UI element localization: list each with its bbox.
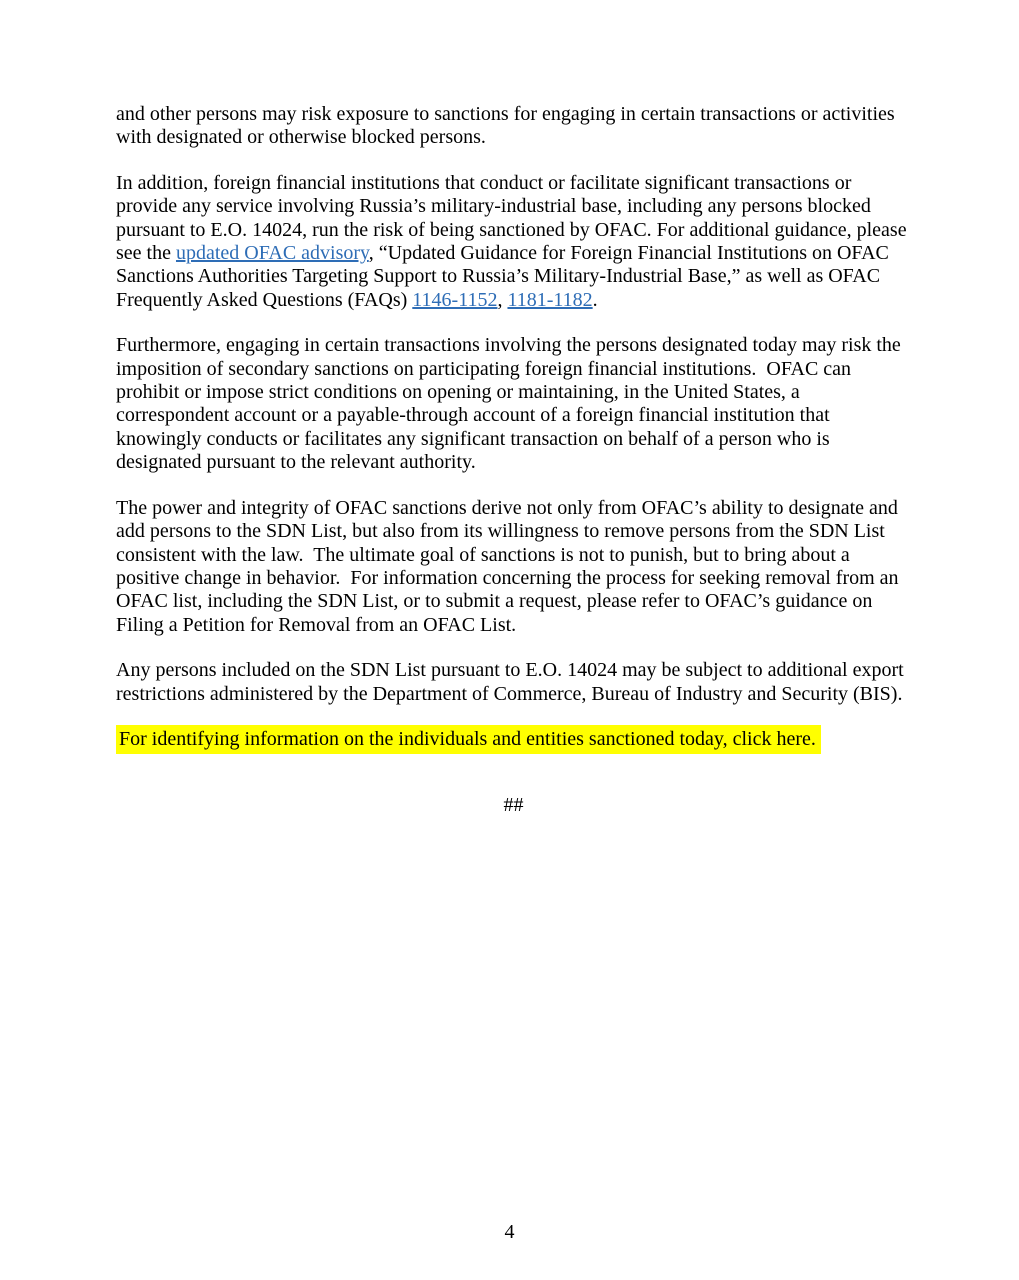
text-run: ,	[497, 288, 508, 311]
end-marker: ##	[503, 794, 524, 816]
paragraph-export-restrictions	[116, 659, 911, 706]
text-run: , “Updated Guidance for Foreign Financial Institutions on OFAC Sanctions Authorities Targeting Support to Russia’s Military-Industrial Base,” as well as OFAC Frequently Asked Questions (FAQs)	[116, 242, 894, 311]
paragraph-secondary-sanctions	[116, 334, 911, 474]
text-run: Any persons included on the SDN List pursuant to E.O. 14024 may be subject to additional export restrictions administered by the Department of Commerce, Bureau of Industry and Security (BIS).	[116, 659, 909, 705]
paragraph-continuation	[116, 103, 911, 150]
paragraph-identifying-information	[116, 728, 911, 751]
document-body	[116, 103, 911, 773]
text-run: .	[592, 288, 598, 311]
highlight-mark	[116, 725, 821, 754]
highlighted-text-run: For identifying information on the individuals and entities sanctioned today, click here.	[119, 727, 816, 750]
page-number: 4	[504, 1221, 515, 1243]
updated-ofac-advisory-link[interactable]: updated OFAC advisory	[175, 242, 369, 265]
text-run: Furthermore, engaging in certain transactions involving the persons designated today may risk the imposition of secondary sanctions on participating foreign financial institutions. OFAC can prohibit or impose strict conditions on opening or maintaining, in the United States, a correspondent account or a payable-through account of a foreign financial institution that knowingly conducts or facilitates any significant transaction on behalf of a person who is designated pursuant to the relevant authority.	[116, 334, 906, 474]
faq-1146-1152-link[interactable]: 1146-1152	[412, 288, 498, 311]
faq-1181-1182-link[interactable]: 1181-1182	[507, 288, 593, 311]
paragraph-foreign-financial-institutions	[116, 172, 911, 312]
text-run: and other persons may risk exposure to sanctions for engaging in certain transactions or activities with designated or otherwise blocked persons.	[116, 103, 900, 149]
text-run: In addition, foreign financial institutions that conduct or facilitate significant transactions or provide any service involving Russia’s military-industrial base, including any persons blocked pursuant to E.O. 14024, run the risk of being sanctioned by OFAC. For additional guidance, please see the	[116, 171, 912, 265]
text-run: The power and integrity of OFAC sanctions derive not only from OFAC’s ability to designate and add persons to the SDN List, but also from its willingness to remove persons from the SDN List consistent with the law. The ultimate goal of sanctions is not to punish, but to bring about a positive change in behavior. For information concerning the process for seeking removal from an OFAC list, including the SDN List, or to submit a request, please refer to OFAC’s guidance on Filing a Petition for Removal from an OFAC List.	[116, 496, 904, 636]
paragraph-power-and-integrity	[116, 497, 911, 637]
